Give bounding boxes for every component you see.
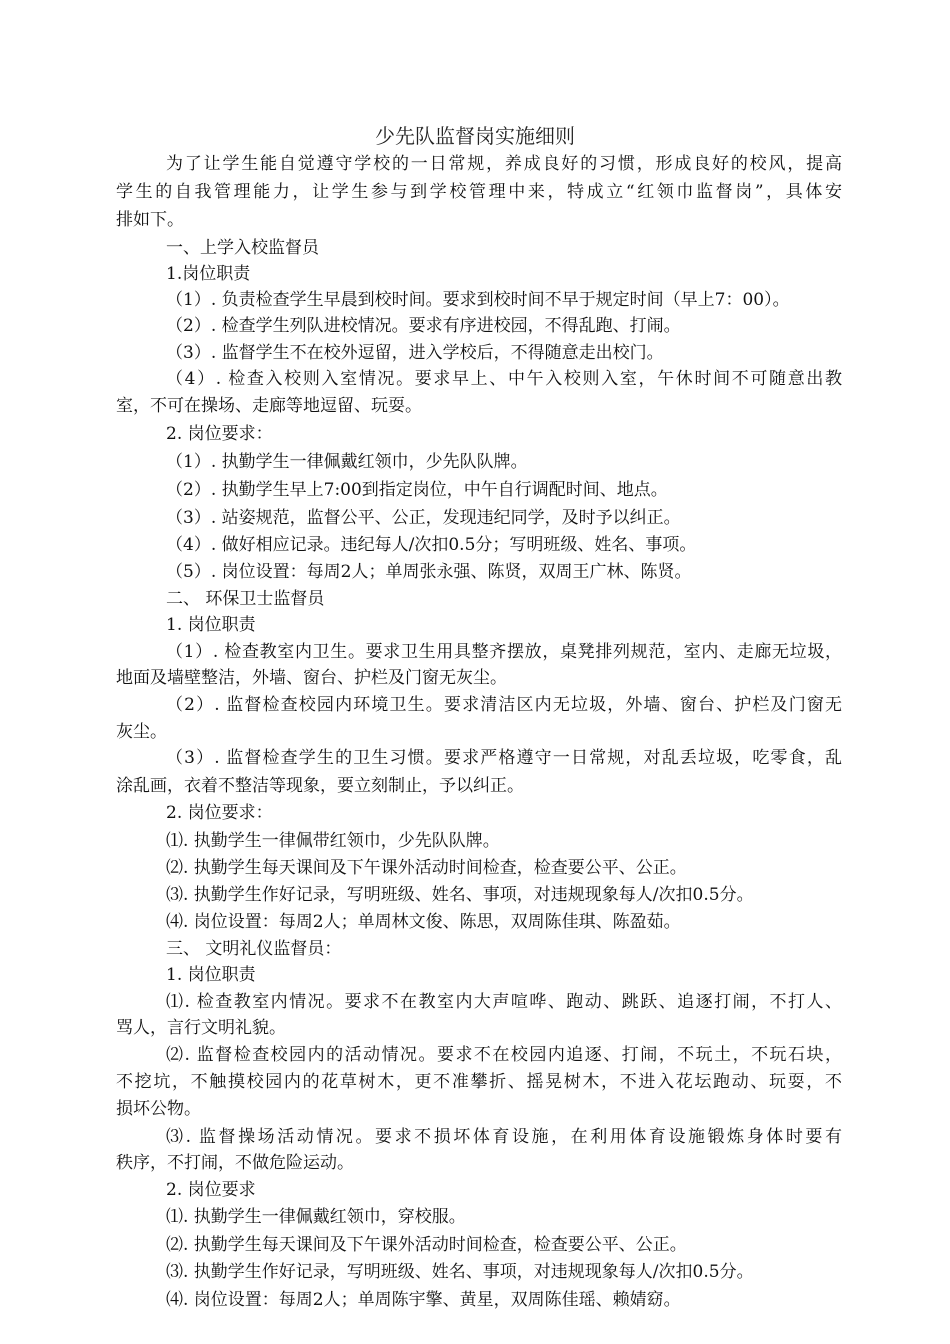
paragraph-line: ⑵. 执勤学生每天课间及下午课外活动时间检查，检查要公平、公正。 xyxy=(166,1235,687,1255)
paragraph-line: 涂乱画，衣着不整洁等现象，要立刻制止，予以纠正。 xyxy=(116,776,524,796)
document-title: 少先队监督岗实施细则 xyxy=(375,124,575,148)
paragraph-line: ⑴. 执勤学生一律佩戴红领巾，穿校服。 xyxy=(166,1207,466,1227)
paragraph-line: （3）. 站姿规范，监督公平、公正，发现违纪同学，及时予以纠正。 xyxy=(166,508,681,528)
paragraph-line: （2）. 检查学生列队进校情况。要求有序进校园，不得乱跑、打闹。 xyxy=(166,316,681,336)
paragraph-line: 学生的自我管理能力，让学生参与到学校管理中来，特成立“红领巾监督岗”，具体安 xyxy=(116,182,842,202)
paragraph-line: ⑶. 执勤学生作好记录，写明班级、姓名、事项，对违规现象每人/次扣0.5分。 xyxy=(166,885,754,905)
paragraph-line: （2）. 监督检查校园内环境卫生。要求清洁区内无垃圾，外墙、窗台、护栏及门窗无 xyxy=(166,695,842,715)
paragraph-line: ⑷. 岗位设置：每周2人；单周陈宇擎、黄星，双周陈佳瑶、赖婧窈。 xyxy=(166,1290,681,1310)
paragraph-line: 室，不可在操场、走廊等地逗留、玩耍。 xyxy=(116,396,422,416)
paragraph-line: ⑶. 执勤学生作好记录，写明班级、姓名、事项，对违规现象每人/次扣0.5分。 xyxy=(166,1262,754,1282)
paragraph-line: ⑵. 执勤学生每天课间及下午课外活动时间检查，检查要公平、公正。 xyxy=(166,858,687,878)
paragraph-line: 2. 岗位要求： xyxy=(166,803,273,823)
paragraph-line: 灰尘。 xyxy=(116,722,167,742)
paragraph-line: 1.岗位职责 xyxy=(166,264,251,284)
paragraph-line: 损坏公物。 xyxy=(116,1099,201,1119)
paragraph-line: 三、 文明礼仪监督员： xyxy=(166,939,342,959)
paragraph-line: （3）. 监督学生不在校外逗留，进入学校后，不得随意走出校门。 xyxy=(166,343,664,363)
paragraph-line: 不挖坑，不触摸校园内的花草树木，更不准攀折、摇晃树木，不进入花坛跑动、玩耍，不 xyxy=(116,1072,842,1092)
paragraph-line: 2. 岗位要求： xyxy=(166,424,273,444)
paragraph-line: ⑴. 执勤学生一律佩带红领巾，少先队队牌。 xyxy=(166,831,500,851)
paragraph-line: ⑶. 监督操场活动情况。要求不损坏体育设施，在利用体育设施锻炼身体时要有 xyxy=(166,1127,842,1147)
paragraph-line: （5）. 岗位设置：每周2人；单周张永强、陈贤，双周王广林、陈贤。 xyxy=(166,562,692,582)
paragraph-line: 地面及墙壁整洁，外墙、窗台、护栏及门窗无灰尘。 xyxy=(116,668,507,688)
paragraph-line: （3）. 监督检查学生的卫生习惯。要求严格遵守一日常规，对乱丢垃圾，吃零食，乱 xyxy=(166,748,842,768)
paragraph-line: （2）. 执勤学生早上7:00到指定岗位，中午自行调配时间、地点。 xyxy=(166,480,668,500)
paragraph-line: 1. 岗位职责 xyxy=(166,965,256,985)
paragraph-line: （4）. 检查入校则入室情况。要求早上、中午入校则入室，午休时间不可随意出教 xyxy=(166,369,842,389)
paragraph-line: 秩序，不打闹，不做危险运动。 xyxy=(116,1153,354,1173)
paragraph-line: 一、上学入校监督员 xyxy=(166,238,319,258)
paragraph-line: ⑵. 监督检查校园内的活动情况。要求不在校园内追逐、打闹，不玩土，不玩石块， xyxy=(166,1045,842,1065)
paragraph-line: 二、 环保卫士监督员 xyxy=(166,589,325,609)
paragraph-line: 骂人，言行文明礼貌。 xyxy=(116,1018,286,1038)
paragraph-line: ⑷. 岗位设置：每周2人；单周林文俊、陈思，双周陈佳琪、陈盈茹。 xyxy=(166,912,681,932)
paragraph-line: （1）. 执勤学生一律佩戴红领巾，少先队队牌。 xyxy=(166,452,528,472)
paragraph-line: 1. 岗位职责 xyxy=(166,615,256,635)
paragraph-line: （1）. 检查教室内卫生。要求卫生用具整齐摆放，桌凳排列规范，室内、走廊无垃圾， xyxy=(166,642,842,662)
paragraph-line: ⑴. 检查教室内情况。要求不在教室内大声喧哗、跑动、跳跃、追逐打闹，不打人、 xyxy=(166,992,842,1012)
paragraph-line: 排如下。 xyxy=(116,210,184,230)
paragraph-line: 2. 岗位要求 xyxy=(166,1180,256,1200)
paragraph-line: 为了让学生能自觉遵守学校的一日常规，养成良好的习惯，形成良好的校风，提高 xyxy=(166,154,842,174)
paragraph-line: （1）. 负责检查学生早晨到校时间。要求到校时间不早于规定时间（早上7：00）。 xyxy=(166,290,790,310)
paragraph-line: （4）. 做好相应记录。违纪每人/次扣0.5分；写明班级、姓名、事项。 xyxy=(166,535,697,555)
